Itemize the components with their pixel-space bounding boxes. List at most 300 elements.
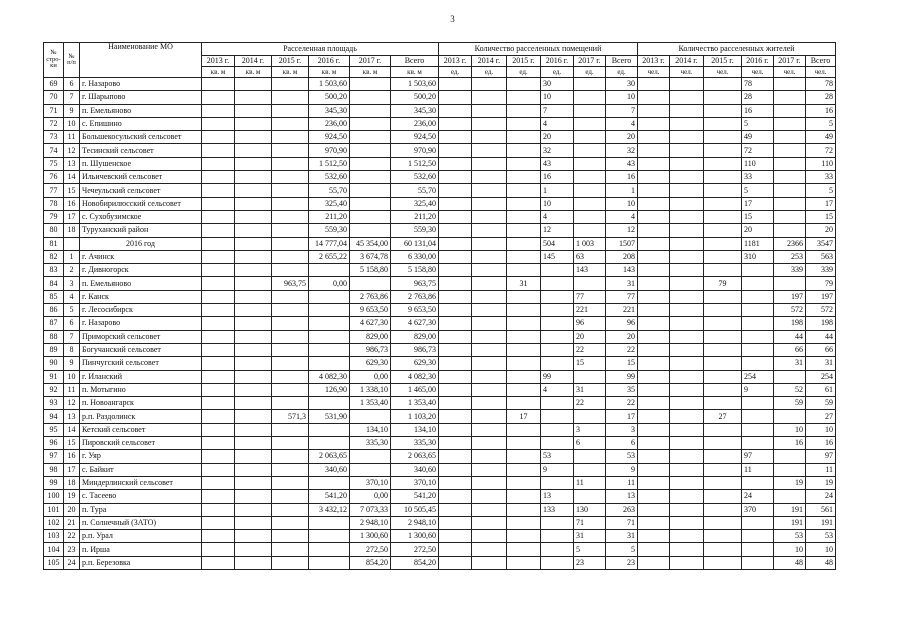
cell-n: 78 [44,197,64,210]
cell-a15 [272,383,309,396]
cell-p14 [670,343,704,356]
cell-name: г. Дивногорск [80,264,202,277]
cell-a17: 854,20 [350,556,391,569]
cell-at: 1 512,50 [391,157,439,170]
cell-p14 [670,317,704,330]
cell-a13 [202,91,235,104]
cell-a17: 1 338,10 [350,383,391,396]
header-unit-people: чел. [704,67,742,78]
cell-r15 [507,104,541,117]
cell-r14 [472,503,507,516]
cell-at: 2 763,86 [391,290,439,303]
cell-a13 [202,197,235,210]
cell-r13 [439,343,472,356]
cell-pt: 563 [806,250,836,263]
cell-a16: 924,50 [309,131,350,144]
cell-r16: 30 [541,78,574,91]
header-year-rooms: Всего [606,56,638,67]
cell-p15 [704,144,742,157]
table-body [44,78,836,570]
cell-a15 [272,343,309,356]
cell-pp: 17 [64,210,80,223]
cell-p13 [638,224,670,237]
cell-r15: 31 [507,277,541,290]
cell-at: 134,10 [391,423,439,436]
cell-n: 87 [44,317,64,330]
cell-a17 [350,144,391,157]
cell-p15 [704,104,742,117]
cell-p15 [704,543,742,556]
cell-a13 [202,237,235,250]
cell-a13 [202,556,235,569]
cell-name: Богучанский сельсовет [80,343,202,356]
cell-r16 [541,397,574,410]
cell-r13 [439,516,472,529]
cell-a14 [235,117,272,130]
cell-a15 [272,157,309,170]
cell-r16: 145 [541,250,574,263]
cell-a14 [235,357,272,370]
cell-a14 [235,530,272,543]
cell-p13 [638,317,670,330]
cell-r17 [574,224,606,237]
cell-a15: 571,3 [272,410,309,423]
cell-p14 [670,210,704,223]
cell-r17: 71 [574,516,606,529]
cell-p14 [670,503,704,516]
cell-a16: 500,20 [309,91,350,104]
cell-p16: 24 [742,490,774,503]
cell-p13 [638,463,670,476]
cell-r16: 504 [541,237,574,250]
cell-p16: 310 [742,250,774,263]
cell-a13 [202,184,235,197]
cell-r14 [472,463,507,476]
cell-p14 [670,197,704,210]
cell-n: 82 [44,250,64,263]
cell-r14 [472,423,507,436]
cell-at: 963,75 [391,277,439,290]
cell-pp: 10 [64,370,80,383]
cell-a15 [272,264,309,277]
cell-p17 [774,104,806,117]
cell-r16: 9 [541,463,574,476]
cell-p16 [742,277,774,290]
table-row [44,543,836,556]
cell-n: 103 [44,530,64,543]
cell-pp: 1 [64,250,80,263]
cell-r15 [507,556,541,569]
cell-r17 [574,78,606,91]
cell-at: 854,20 [391,556,439,569]
cell-a16: 14 777,04 [309,237,350,250]
table-row [44,437,836,450]
cell-r15 [507,476,541,489]
cell-a14 [235,516,272,529]
cell-a14 [235,171,272,184]
cell-pp: 22 [64,530,80,543]
cell-n: 93 [44,397,64,410]
header-year-area: 2016 г. [309,56,350,67]
cell-name: с. Епишино [80,117,202,130]
cell-r15 [507,131,541,144]
header-year-people: 2015 г. [704,56,742,67]
cell-r17 [574,210,606,223]
cell-pp: 9 [64,104,80,117]
cell-rt: 1 [606,184,638,197]
cell-pt: 198 [806,317,836,330]
cell-a13 [202,383,235,396]
cell-p15 [704,171,742,184]
cell-a17 [350,410,391,423]
cell-a14 [235,91,272,104]
cell-pp: 4 [64,290,80,303]
cell-r17: 63 [574,250,606,263]
cell-r14 [472,224,507,237]
cell-n: 79 [44,210,64,223]
cell-a14 [235,423,272,436]
cell-a13 [202,370,235,383]
cell-a15 [272,184,309,197]
cell-p13 [638,530,670,543]
cell-pp: 16 [64,450,80,463]
cell-r17 [574,197,606,210]
table-row [44,290,836,303]
cell-at: 924,50 [391,131,439,144]
cell-pt: 11 [806,463,836,476]
cell-r16: 12 [541,224,574,237]
cell-a13 [202,317,235,330]
cell-n: 74 [44,144,64,157]
cell-a17 [350,197,391,210]
cell-p17 [774,210,806,223]
cell-p17 [774,131,806,144]
cell-pt: 10 [806,423,836,436]
cell-p16 [742,304,774,317]
cell-r17 [574,117,606,130]
cell-a16: 211,20 [309,210,350,223]
cell-p14 [670,277,704,290]
cell-r16: 133 [541,503,574,516]
cell-a17 [350,157,391,170]
cell-p15 [704,131,742,144]
cell-r14 [472,78,507,91]
cell-r14 [472,171,507,184]
cell-a16 [309,343,350,356]
cell-p14 [670,463,704,476]
cell-pt: 61 [806,383,836,396]
cell-r13 [439,210,472,223]
cell-r16: 4 [541,383,574,396]
cell-a14 [235,78,272,91]
cell-n: 81 [44,237,64,250]
cell-at: 1 300,60 [391,530,439,543]
cell-p15 [704,117,742,130]
cell-pp: 13 [64,157,80,170]
cell-rt: 3 [606,423,638,436]
cell-n: 77 [44,184,64,197]
cell-r15 [507,530,541,543]
cell-a16: 345,30 [309,104,350,117]
cell-p13 [638,437,670,450]
cell-a17: 3 674,78 [350,250,391,263]
table-row [44,117,836,130]
cell-a17: 335,30 [350,437,391,450]
cell-a14 [235,343,272,356]
cell-pt: 78 [806,78,836,91]
cell-p14 [670,184,704,197]
cell-p17 [774,224,806,237]
cell-name: 2016 год [80,237,202,250]
cell-p17 [774,144,806,157]
cell-r15 [507,210,541,223]
cell-a14 [235,383,272,396]
cell-pt: 59 [806,397,836,410]
cell-a14 [235,543,272,556]
cell-r16: 4 [541,117,574,130]
cell-p14 [670,476,704,489]
cell-a13 [202,171,235,184]
cell-a16: 531,90 [309,410,350,423]
cell-a14 [235,104,272,117]
cell-p16 [742,397,774,410]
cell-a13 [202,157,235,170]
header-unit-rooms: ед. [574,67,606,78]
cell-name: Новобирилюсский сельсовет [80,197,202,210]
cell-r13 [439,490,472,503]
cell-r15 [507,157,541,170]
cell-n: 97 [44,450,64,463]
cell-r14 [472,237,507,250]
cell-p13 [638,357,670,370]
cell-r13 [439,104,472,117]
cell-p16 [742,543,774,556]
cell-p16 [742,516,774,529]
cell-rt: 9 [606,463,638,476]
cell-a13 [202,410,235,423]
table-row [44,476,836,489]
cell-at: 1 353,40 [391,397,439,410]
cell-p17: 572 [774,304,806,317]
cell-pp: 11 [64,383,80,396]
cell-a17: 0,00 [350,490,391,503]
cell-a16 [309,476,350,489]
cell-a15 [272,250,309,263]
cell-r14 [472,91,507,104]
cell-a13 [202,250,235,263]
cell-r17: 3 [574,423,606,436]
cell-r13 [439,543,472,556]
cell-at: 986,73 [391,343,439,356]
cell-rt: 71 [606,516,638,529]
cell-r16: 1 [541,184,574,197]
cell-r17: 5 [574,543,606,556]
cell-name: п. Емельяново [80,104,202,117]
cell-pt: 10 [806,543,836,556]
cell-name: Тесинский сельсовет [80,144,202,157]
cell-p16: 5 [742,117,774,130]
cell-r16 [541,437,574,450]
cell-r13 [439,383,472,396]
cell-p14 [670,383,704,396]
cell-r17: 20 [574,330,606,343]
cell-a14 [235,317,272,330]
cell-pt: 339 [806,264,836,277]
cell-at: 272,50 [391,543,439,556]
cell-n: 95 [44,423,64,436]
cell-pt: 20 [806,224,836,237]
cell-a16: 1 503,60 [309,78,350,91]
cell-rt: 16 [606,171,638,184]
cell-p14 [670,250,704,263]
cell-r14 [472,450,507,463]
cell-pp: 15 [64,437,80,450]
table-row [44,423,836,436]
cell-at: 970,90 [391,144,439,157]
cell-p15 [704,224,742,237]
cell-r17: 23 [574,556,606,569]
table-row [44,250,836,263]
cell-p16: 17 [742,197,774,210]
cell-p17: 48 [774,556,806,569]
cell-at: 559,30 [391,224,439,237]
cell-pp: 10 [64,117,80,130]
cell-pt: 16 [806,104,836,117]
cell-name: с. Байкит [80,463,202,476]
header-unit-people: чел. [742,67,774,78]
cell-rt: 99 [606,370,638,383]
cell-r14 [472,304,507,317]
cell-a16: 2 063,65 [309,450,350,463]
cell-r13 [439,197,472,210]
cell-r16 [541,530,574,543]
cell-n: 91 [44,370,64,383]
cell-a16: 1 512,50 [309,157,350,170]
cell-name: г. Иланский [80,370,202,383]
cell-name: г. Ачинск [80,250,202,263]
cell-n: 102 [44,516,64,529]
cell-at: 2 948,10 [391,516,439,529]
table-row [44,184,836,197]
cell-r17 [574,463,606,476]
cell-p14 [670,104,704,117]
table-row [44,383,836,396]
cell-n: 85 [44,290,64,303]
cell-p16: 78 [742,78,774,91]
cell-r14 [472,197,507,210]
cell-a13 [202,117,235,130]
cell-n: 94 [44,410,64,423]
cell-r16 [541,423,574,436]
cell-n: 70 [44,91,64,104]
cell-a17 [350,450,391,463]
header-group-rooms: Количество расселенных помещений [439,43,638,56]
cell-p13 [638,490,670,503]
cell-a13 [202,210,235,223]
cell-a15 [272,357,309,370]
cell-p14 [670,516,704,529]
table-row [44,144,836,157]
cell-r16: 10 [541,197,574,210]
cell-a14 [235,184,272,197]
header-pp: № п/п [64,43,80,78]
cell-r16 [541,476,574,489]
table-row [44,277,836,290]
cell-r13 [439,357,472,370]
cell-r13 [439,237,472,250]
header-year-area: Всего [391,56,439,67]
cell-r17: 143 [574,264,606,277]
cell-r15 [507,397,541,410]
cell-a17 [350,171,391,184]
header-unit-rooms: ед. [541,67,574,78]
cell-name: р.п. Березовка [80,556,202,569]
cell-a17 [350,117,391,130]
cell-a15 [272,104,309,117]
cell-a14 [235,476,272,489]
cell-r14 [472,543,507,556]
cell-r16 [541,543,574,556]
cell-r16 [541,277,574,290]
cell-a13 [202,104,235,117]
cell-p16: 33 [742,171,774,184]
cell-r16 [541,317,574,330]
cell-rt: 53 [606,450,638,463]
cell-pt: 191 [806,516,836,529]
cell-r14 [472,370,507,383]
cell-p14 [670,171,704,184]
cell-n: 69 [44,78,64,91]
cell-at: 5 158,80 [391,264,439,277]
cell-a16: 325,40 [309,197,350,210]
cell-name: п. Новоангарск [80,397,202,410]
header-year-rooms: 2017 г. [574,56,606,67]
cell-p15 [704,304,742,317]
cell-at: 370,10 [391,476,439,489]
cell-r17: 22 [574,397,606,410]
cell-p17 [774,91,806,104]
cell-rt: 35 [606,383,638,396]
cell-r16: 4 [541,210,574,223]
cell-a15 [272,171,309,184]
cell-r13 [439,317,472,330]
cell-pt: 44 [806,330,836,343]
cell-r13 [439,330,472,343]
cell-pt: 79 [806,277,836,290]
cell-a15 [272,450,309,463]
cell-a15 [272,543,309,556]
cell-a17 [350,210,391,223]
cell-r17 [574,157,606,170]
cell-a15 [272,530,309,543]
cell-r16: 53 [541,450,574,463]
cell-a16: 3 432,12 [309,503,350,516]
header-year-rooms: 2015 г. [507,56,541,67]
cell-a15 [272,423,309,436]
cell-at: 325,40 [391,197,439,210]
cell-p14 [670,91,704,104]
cell-a16 [309,317,350,330]
cell-a13 [202,78,235,91]
cell-a14 [235,490,272,503]
cell-p16 [742,423,774,436]
cell-a17 [350,277,391,290]
cell-name: п. Шушенское [80,157,202,170]
header-unit-rooms: ед. [606,67,638,78]
cell-p17: 52 [774,383,806,396]
cell-n: 86 [44,304,64,317]
table-row [44,357,836,370]
